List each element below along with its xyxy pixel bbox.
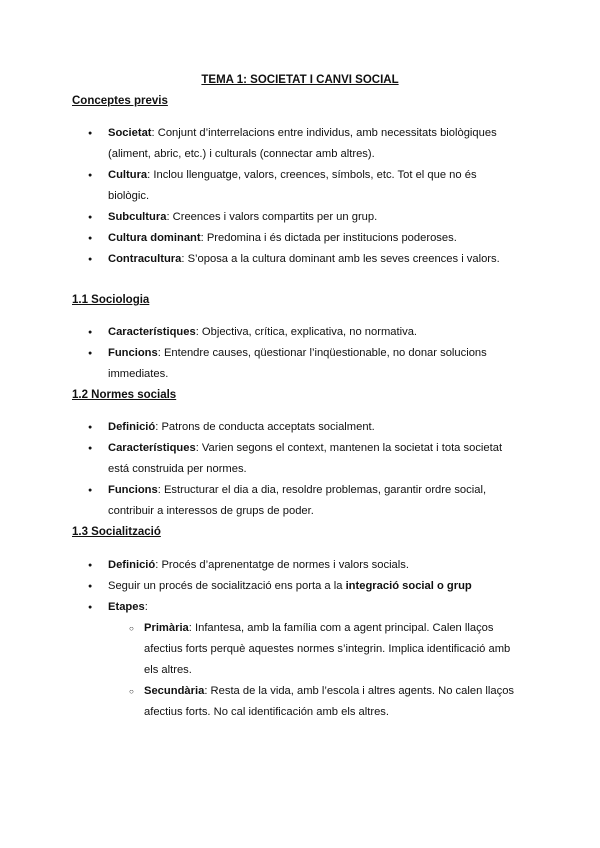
list-item <box>0 228 600 249</box>
definition: : Estructurar el dia a dia, resoldre problemas, garantir ordre social, contribuir a interessos de grups de poder. <box>108 484 487 517</box>
term: Subcultura <box>108 211 167 223</box>
term: Funcions <box>108 484 158 496</box>
sublist-item <box>108 681 520 723</box>
definition: : Resta de la vida, amb l’escola i altres agents. No calen llaços afectius forts. No cal identificación amb els altres. <box>144 685 515 718</box>
definition: : Predomina i és dictada per institucions poderoses. <box>200 232 457 244</box>
definition: : S’oposa a la cultura dominant amb les seves creences i valors. <box>181 253 500 265</box>
term: Contracultura <box>108 253 182 265</box>
list-item <box>0 165 600 207</box>
sociologia-list <box>0 322 600 385</box>
list-item <box>0 322 600 343</box>
definition: : Objectiva, crítica, explicativa, no normativa. <box>195 326 418 338</box>
term: Secundària <box>144 685 205 697</box>
term: Funcions <box>108 347 158 359</box>
list-item <box>0 480 600 522</box>
term: Cultura <box>108 169 148 181</box>
sublist-item <box>108 618 520 681</box>
definition: : Procés d’aprenentatge de normes i valors socials. <box>155 559 409 571</box>
definition: : Entendre causes, qüestionar l’inqüestionable, no donar solucions immediates. <box>108 347 487 380</box>
list-item <box>0 249 600 270</box>
section-heading-socialitzacio: 1.3 Socialització <box>72 526 161 538</box>
section-heading-normes-socials: 1.2 Normes socials <box>72 389 177 401</box>
document-title: TEMA 1: SOCIETAT I CANVI SOCIAL <box>201 74 399 86</box>
colon: : <box>144 601 148 613</box>
list-item <box>0 576 600 597</box>
conceptes-previs-list <box>0 123 600 270</box>
term: Primària <box>144 622 189 634</box>
sentence: Seguir un procés de socialització ens porta a la <box>108 580 346 592</box>
section-heading-sociologia: 1.1 Sociologia <box>72 294 150 306</box>
etapes-sublist <box>108 618 520 723</box>
term: Etapes <box>108 601 145 613</box>
definition: : Creences i valors compartits per un grup. <box>166 211 378 223</box>
definition: : Inclou llenguatge, valors, creences, símbols, etc. Tot el que no és biològic. <box>108 169 477 202</box>
emphasis: integració social o grup <box>345 580 472 592</box>
socialitzacio-list <box>0 555 600 723</box>
list-item <box>0 123 600 165</box>
section-heading-conceptes-previs: Conceptes previs <box>72 95 168 107</box>
term: Característiques <box>108 442 196 454</box>
definition: : Patrons de conducta acceptats socialment. <box>155 421 375 433</box>
term: Cultura dominant <box>108 232 201 244</box>
term: Definició <box>108 421 156 433</box>
term: Definició <box>108 559 156 571</box>
list-item <box>0 207 600 228</box>
definition: : Varien segons el context, mantenen la societat i tota societat está construida per normes. <box>108 442 503 475</box>
term: Societat <box>108 127 152 139</box>
term: Característiques <box>108 326 196 338</box>
list-item <box>0 555 600 576</box>
list-item <box>0 597 600 723</box>
normes-list <box>0 417 600 522</box>
list-item <box>0 438 600 480</box>
list-item <box>0 417 600 438</box>
definition: : Infantesa, amb la família com a agent principal. Calen llaços afectius forts perquè aquestes normes s’integrin. Implica identificació amb els altres. <box>144 622 511 676</box>
list-item <box>0 343 600 385</box>
definition: : Conjunt d’interrelacions entre individus, amb necessitats biològiques (aliment, abric, etc.) i culturals (connectar amb altres). <box>108 127 497 160</box>
